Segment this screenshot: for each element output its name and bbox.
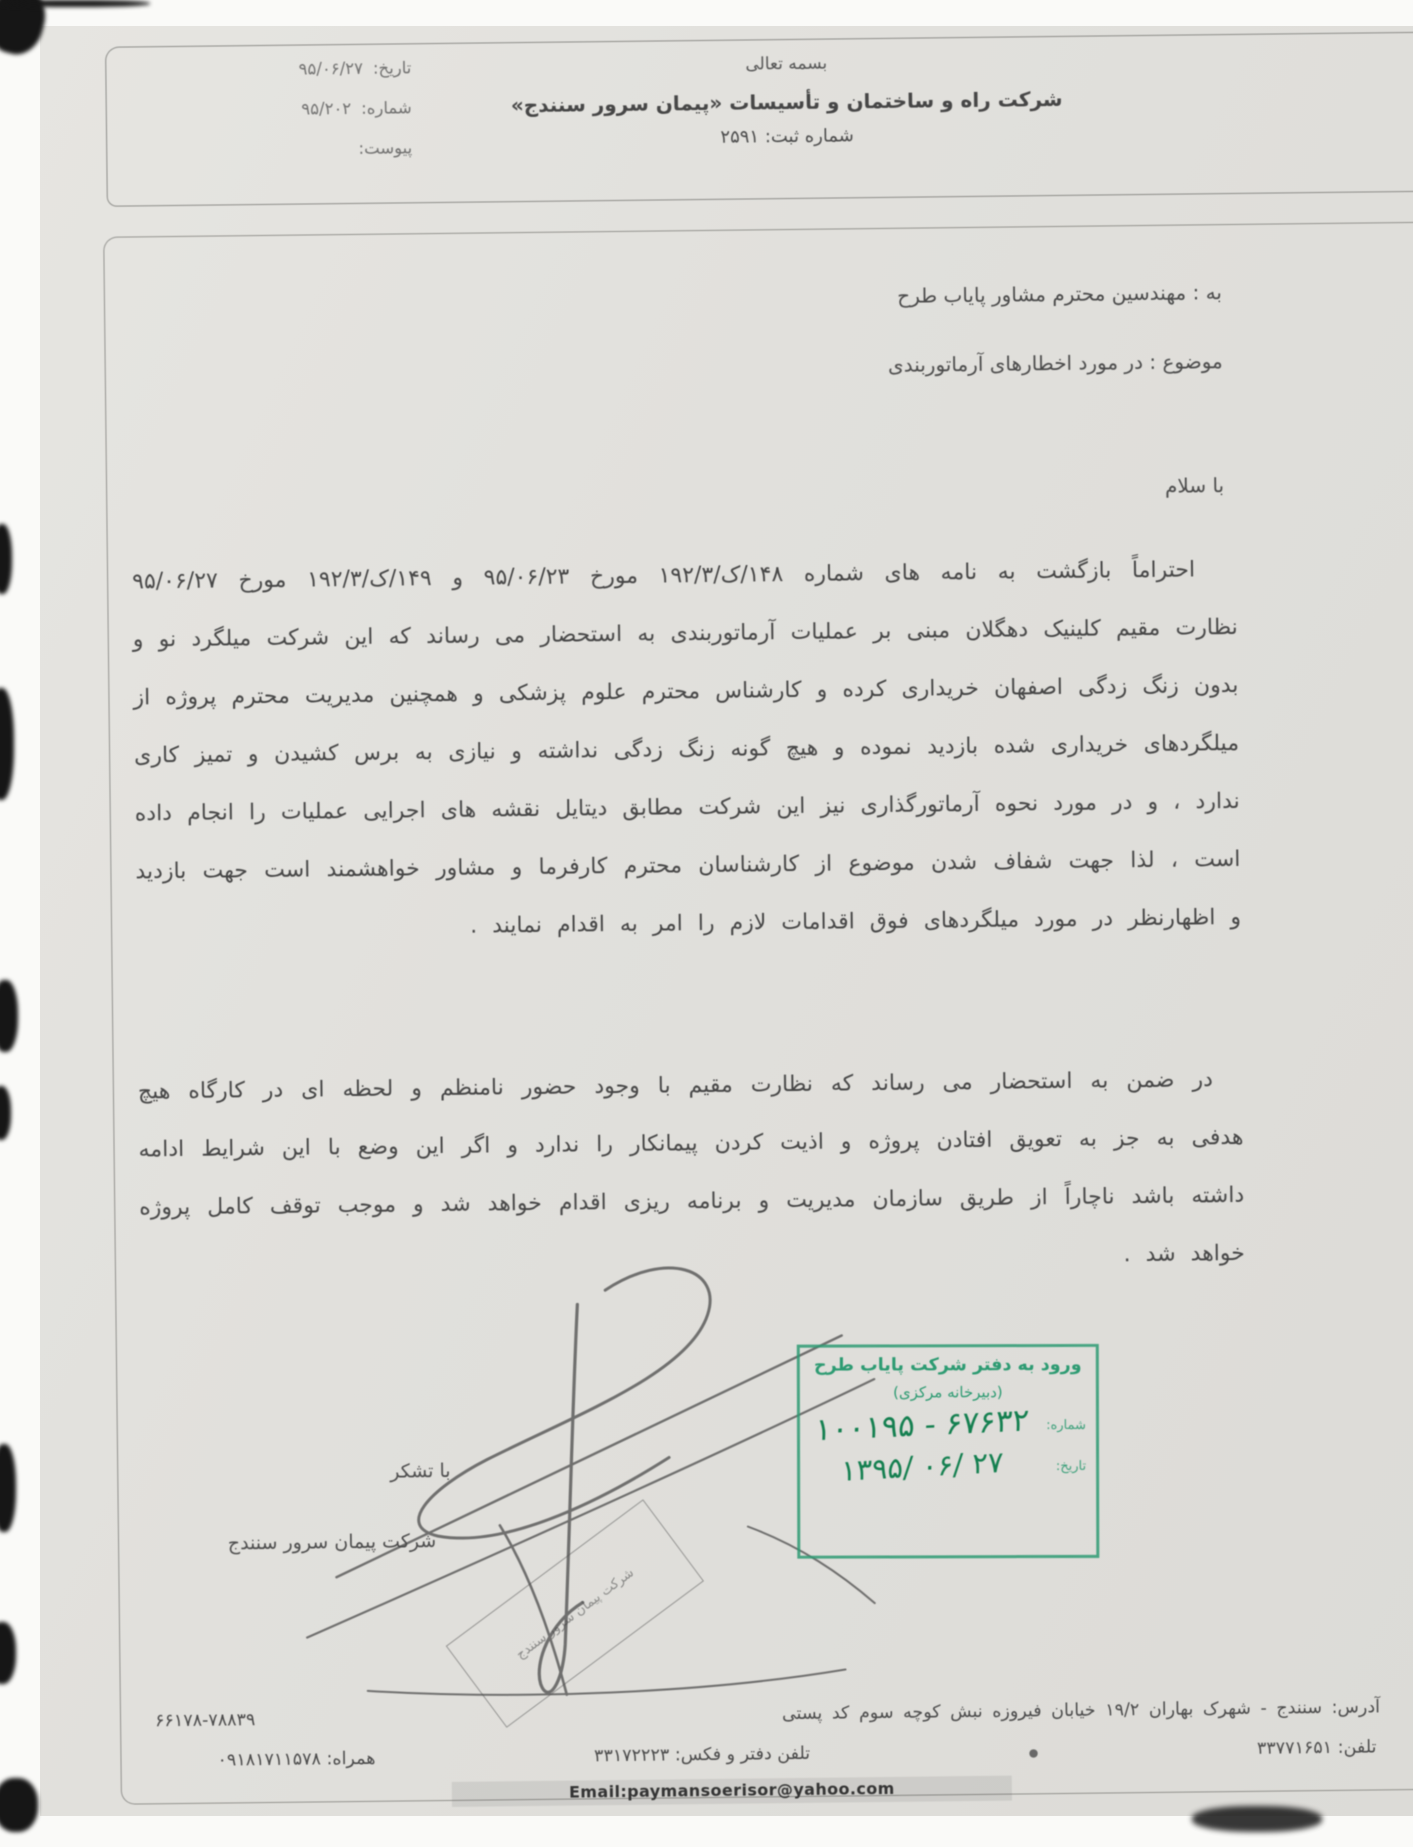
footer-mobile: همراه: ۰۹۱۸۱۷۱۱۵۷۸ bbox=[217, 1748, 376, 1771]
stamp-date-label: تاریخ: bbox=[1055, 1458, 1087, 1474]
number-value: ۹۵/۲۰۲ bbox=[301, 98, 352, 119]
address-text: آدرس: سنندج - شهرک بهاران ۱۹/۲ خیابان فیروزه نبش کوچه سوم کد پستی bbox=[781, 1697, 1381, 1725]
signatory-company: شرکت پیمان سرور سنندج bbox=[227, 1530, 437, 1555]
footer-phone: تلفن: ۳۳۷۷۱۶۵۱ bbox=[1256, 1737, 1377, 1759]
closing-thanks: با تشکر bbox=[390, 1459, 451, 1483]
recipient-line: به : مهندسین محترم مشاور پایاب طرح bbox=[897, 280, 1223, 308]
dot-separator-icon: ● bbox=[1028, 1746, 1039, 1760]
registration-number: شماره ثبت: ۲۵۹۱ bbox=[720, 125, 854, 148]
receipt-entry-stamp bbox=[797, 1344, 1100, 1559]
signature-company-stamp: شرکت پیمان سرور سنندج bbox=[446, 1499, 704, 1728]
stamp-date-handwritten: ۱۳۹۵/ ۰۶/ ۲۷ bbox=[840, 1444, 1004, 1488]
stamp-subtitle: (دبیرخانه مرکزی) bbox=[893, 1383, 1003, 1402]
footer-email: Email:paymansoerisor@yahoo.com bbox=[452, 1776, 1012, 1807]
date-value: ۹۵/۰۶/۲۷ bbox=[298, 58, 364, 79]
bismillah-text: بسمه تعالی bbox=[745, 53, 828, 75]
stamp-number-label: شماره: bbox=[1046, 1417, 1086, 1433]
body-paragraph-1: احتراماً بازگشت به نامه های شماره ۱۴۸/ک/۱۹۲/۳ مورخ ۹۵/۰۶/۲۳ و ۱۴۹/ک/۱۹۲/۳ مورخ ۹۵/۰۶/۲۷ نظارت مقیم کلینیک دهگلان مبنی بر عملیات آرماتوربندی به استحضار می رساند که این شرکت میلگرد نو و بدون زنگ زدگی اصفهان خریداری کرده و کارشناس محترم علوم پزشکی و همچنین مدیریت محترم پروژه از میلگردهای خریداری شده بازدید نموده و هیچ گونه زنگ زدگی نداشته و نیازی به برس کشیدن و تمیز کاری ندارد ، و در مورد نحوه آرماتورگذاری نیز این شرکت مطابق دیتایل نقشه های اجرایی عملیات را انجام داده است ، لذا جهت شفاف شدن موضوع از کارشناسان محترم کارفرما و مشاور خواهشمند است جهت بازدید و اظهارنظر در مورد میلگردهای فوق اقدامات لازم را امر به اقدام نمایند . bbox=[131, 557, 1242, 939]
meta-date-row bbox=[151, 58, 411, 101]
subject-line: موضوع : در مورد اخطارهای آرماتوربندی bbox=[887, 349, 1223, 377]
letter-body-box bbox=[103, 222, 1413, 1805]
number-label: شماره: bbox=[361, 98, 412, 118]
date-label: تاریخ: bbox=[372, 58, 412, 78]
body-paragraph-2: در ضمن به استحضار می رساند که نظارت مقیم با وجود حضور نامنظم و لحظه ای در کارگاه هیچ هدفی به جز به تعویق افتادن پروژه و اذیت کردن پیمانکار را ندارد و اگر این وضع با این شرایط ادامه داشته باشد ناچاراً از طریق سازمان مدیریت و برنامه ریزی اقدام خواهد شد و موجب توقف کامل پروژه خواهد شد . bbox=[137, 1067, 1245, 1268]
letterhead-center bbox=[496, 51, 1077, 151]
stamp-number-row bbox=[810, 1402, 1086, 1449]
stamp-date-row bbox=[810, 1444, 1087, 1488]
meta-attachment-row bbox=[152, 138, 412, 181]
letterhead-meta bbox=[151, 58, 412, 181]
scan-artifact bbox=[0, 0, 150, 7]
attachment-label: پیوست: bbox=[358, 138, 413, 158]
meta-number-row bbox=[152, 98, 412, 141]
salutation: با سلام bbox=[1164, 473, 1225, 498]
letterhead-box bbox=[105, 32, 1413, 207]
scan-artifact bbox=[1192, 1806, 1322, 1832]
footer-office-fax: تلفن دفتر و فکس: ۳۳۱۷۲۲۲۳ bbox=[593, 1743, 811, 1767]
footer-postal-code: ۶۶۱۷۸-۷۸۸۳۹ bbox=[154, 1710, 256, 1732]
stamp-title: ورود به دفتر شرکت پایاب طرح bbox=[814, 1354, 1082, 1376]
stamp-number-handwritten: ۱۰۰۱۹۵ - ۶۷۶۳۲ bbox=[814, 1402, 1030, 1449]
scan-artifact bbox=[0, 1778, 38, 1832]
company-name: شرکت راه و ساختمان و تأسیسات «پیمان سرور سنندج» bbox=[510, 86, 1063, 118]
